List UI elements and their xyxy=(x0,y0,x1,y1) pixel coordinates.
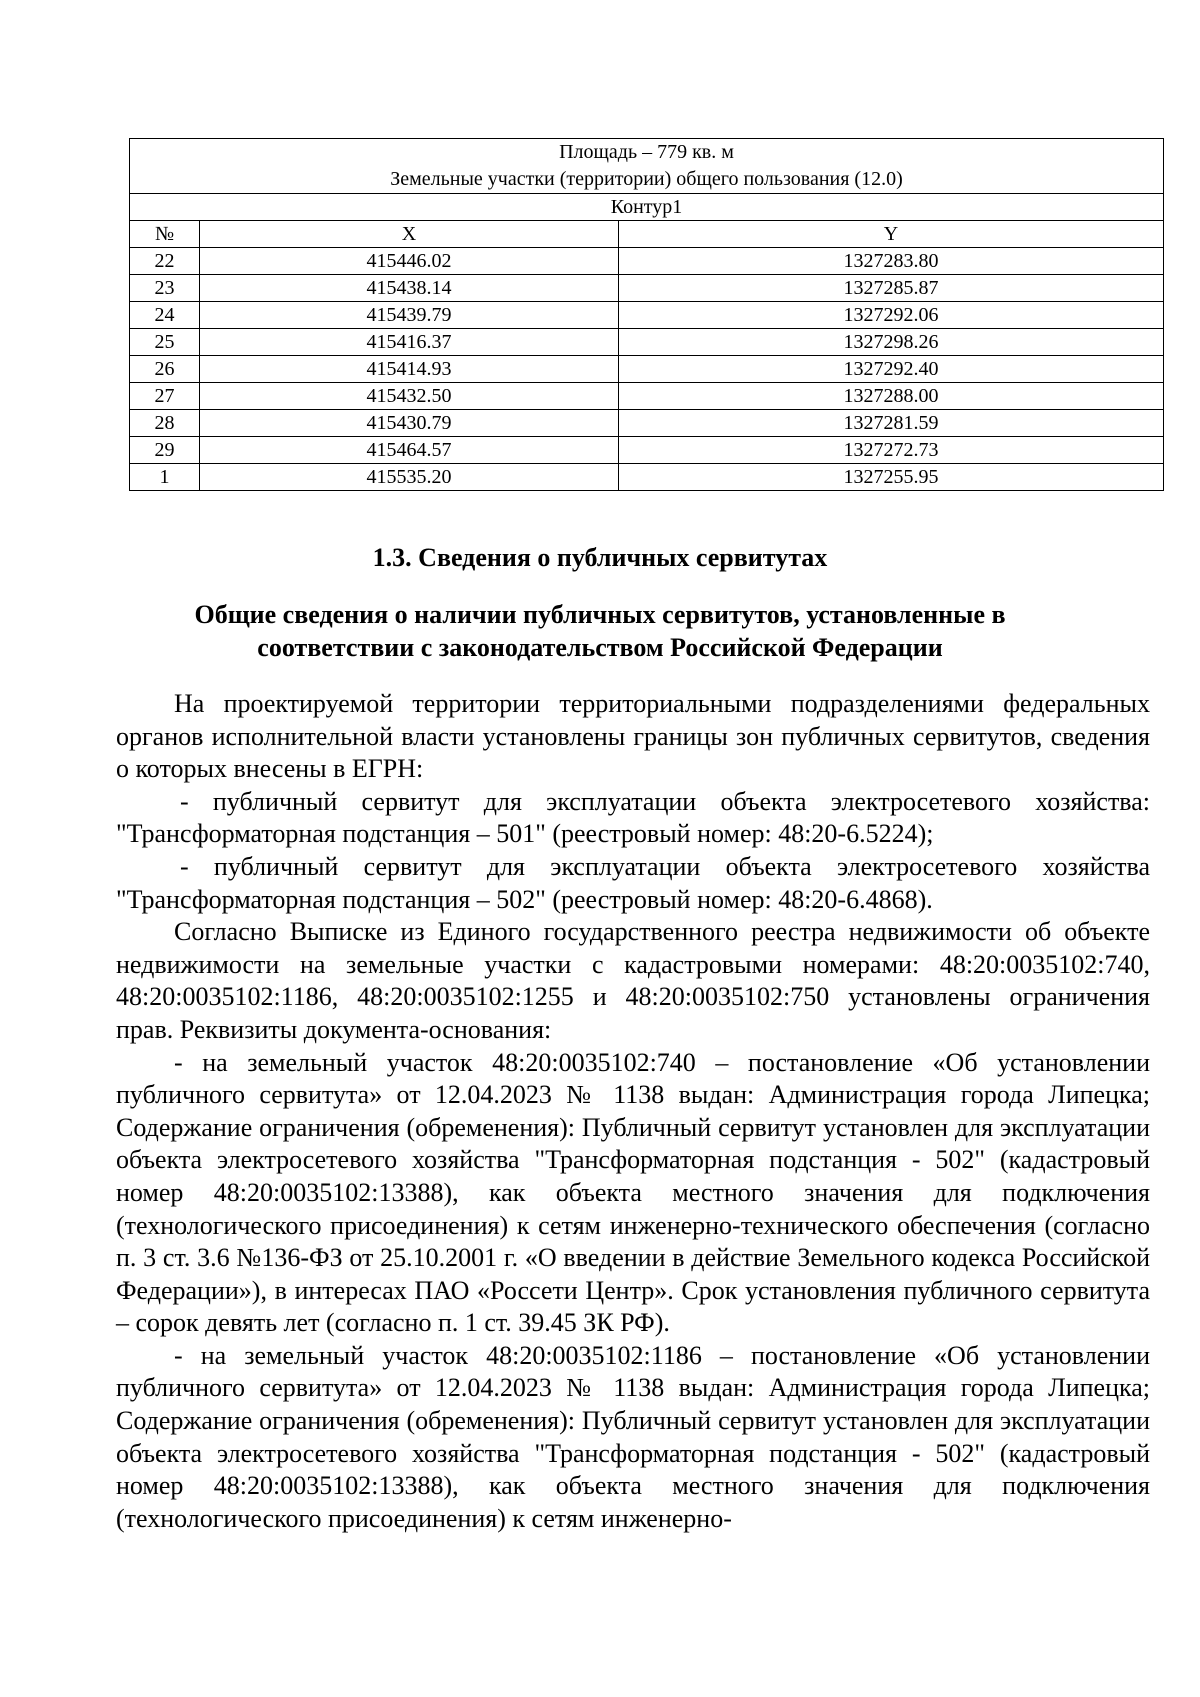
y-coordinate: 1327281.59 xyxy=(619,410,1164,437)
servitude-item-502: - публичный сервитут для эксплуатации объекта электросетевого хозяйства "Трансформаторная подстанция – 502" (реестровый номер: 48:20-6.4868). xyxy=(116,851,1150,914)
subtitle-line-2: соответствии с законодательством Российской Федерации xyxy=(257,633,943,662)
y-coordinate: 1327272.73 xyxy=(619,437,1164,464)
x-coordinate: 415430.79 xyxy=(200,410,619,437)
table-header-block xyxy=(130,139,1164,194)
x-coordinate: 415464.57 xyxy=(200,437,619,464)
table-row xyxy=(130,437,1164,464)
x-coordinate: 415416.37 xyxy=(200,329,619,356)
point-number: 25 xyxy=(130,329,200,356)
subtitle-line-1: Общие сведения о наличии публичных сервитутов, установленные в xyxy=(194,600,1006,629)
x-coordinate: 415432.50 xyxy=(200,383,619,410)
parcel-1186-paragraph: - на земельный участок 48:20:0035102:1186 – постановление «Об установлении публичного сервитута» от 12.04.2023 № 1138 выдан: Администрация города Липецка; Содержание ограничения (обременения): Публичный сервитут установлен для эксплуатации объекта электросетевого хозяйства "Трансформаторная подстанция - 502" (кадастровый номер 48:20:0035102:13388), как объекта местного значения для подключения (технологического присоединения) к сетям инженерно- xyxy=(116,1340,1150,1533)
y-coordinate: 1327283.80 xyxy=(619,248,1164,275)
servitude-item-501: - публичный сервитут для эксплуатации объекта электросетевого хозяйства: "Трансформаторная подстанция – 501" (реестровый номер: 48:20-6.5224); xyxy=(116,786,1150,849)
section-title: 1.3. Сведения о публичных сервитутах xyxy=(372,543,828,572)
table-row xyxy=(130,410,1164,437)
x-coordinate: 415446.02 xyxy=(200,248,619,275)
subsection-title xyxy=(160,598,1040,664)
table-caption xyxy=(130,139,1164,194)
column-header-x: X xyxy=(200,221,619,248)
point-number: 27 xyxy=(130,383,200,410)
table-row xyxy=(130,248,1164,275)
body-text xyxy=(116,688,1150,1535)
table-row xyxy=(130,329,1164,356)
table-row xyxy=(130,275,1164,302)
table-row xyxy=(130,464,1164,491)
y-coordinate: 1327298.26 xyxy=(619,329,1164,356)
y-coordinate: 1327292.40 xyxy=(619,356,1164,383)
column-header-y: Y xyxy=(619,221,1164,248)
y-coordinate: 1327288.00 xyxy=(619,383,1164,410)
y-coordinate: 1327285.87 xyxy=(619,275,1164,302)
column-header-row xyxy=(130,221,1164,248)
table-row xyxy=(130,302,1164,329)
point-number: 23 xyxy=(130,275,200,302)
x-coordinate: 415438.14 xyxy=(200,275,619,302)
point-number: 26 xyxy=(130,356,200,383)
contour-label: Контур1 xyxy=(130,194,1164,221)
table-row xyxy=(130,356,1164,383)
y-coordinate: 1327255.95 xyxy=(619,464,1164,491)
intro-paragraph: На проектируемой территории территориальными подразделениями федеральных органов исполнительной власти установлены границы зон публичных сервитутов, сведения о которых внесены в ЕГРН: xyxy=(116,689,1150,784)
point-number: 22 xyxy=(130,248,200,275)
x-coordinate: 415535.20 xyxy=(200,464,619,491)
x-coordinate: 415439.79 xyxy=(200,302,619,329)
point-number: 24 xyxy=(130,302,200,329)
coordinates-table xyxy=(129,138,1164,491)
table-row xyxy=(130,383,1164,410)
y-coordinate: 1327292.06 xyxy=(619,302,1164,329)
point-number: 1 xyxy=(130,464,200,491)
parcel-740-paragraph: - на земельный участок 48:20:0035102:740 – постановление «Об установлении публичного сервитута» от 12.04.2023 № 1138 выдан: Администрация города Липецка; Содержание ограничения (обременения): Публичный сервитут установлен для эксплуатации объекта электросетевого хозяйства "Трансформаторная подстанция - 502" (кадастровый номер 48:20:0035102:13388), как объекта местного значения для подключения (технологического присоединения) к сетям инженерно-технического обеспечения (согласно п. 3 ст. 3.6 №136-ФЗ от 25.10.2001 г. «О введении в действие Земельного кодекса Российской Федерации»), в интересах ПАО «Россети Центр». Срок установления публичного сервитута – сорок девять лет (согласно п. 1 ст. 39.45 ЗК РФ). xyxy=(116,1047,1150,1338)
egrn-paragraph: Согласно Выписке из Единого государственного реестра недвижимости об объекте недвижимости на земельные участки с кадастровыми номерами: 48:20:0035102:740, 48:20:0035102:1186, 48:20:0035102:1255 и 48:20:0035102:750 установлены ограничения прав. Реквизиты документа-основания: xyxy=(116,917,1150,1044)
x-coordinate: 415414.93 xyxy=(200,356,619,383)
point-number: 28 xyxy=(130,410,200,437)
column-header-number: № xyxy=(130,221,200,248)
contour-row xyxy=(130,194,1164,221)
area-line: Площадь – 779 кв. м xyxy=(559,141,734,163)
category-line: Земельные участки (территории) общего пользования (12.0) xyxy=(390,168,903,190)
point-number: 29 xyxy=(130,437,200,464)
